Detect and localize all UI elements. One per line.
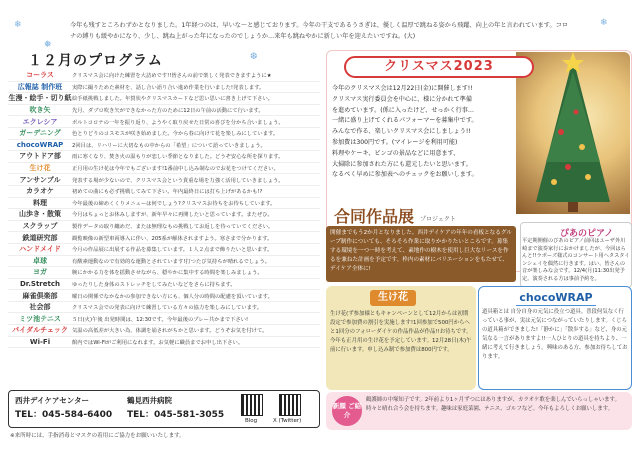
program-label: 広報誌 制作班 xyxy=(17,82,63,91)
art-exhibit-subtitle: プロジェクト xyxy=(420,216,456,223)
snowflake-icon: ❆ xyxy=(250,52,258,62)
christmas-line: なるべく早めに参加表へのチェックをお願いします。 xyxy=(332,171,478,179)
program-text: 気温の高低差が大きい為、体調を崩されがちかと思います。どうぞお気を付けて。 xyxy=(72,328,268,335)
program-text: 実際に撮りためた素材を、話し合い語り合い進め作業を行いました!発表します。 xyxy=(72,84,265,91)
christmas-line: 料理やケーキ、ビンゴの景品などに用意ます、 xyxy=(332,149,460,157)
program-label: アウトドア部 xyxy=(19,152,61,161)
program-label: スクラップ xyxy=(22,222,58,231)
program-label: Dr.Stretch xyxy=(20,279,60,288)
program-text: 製作データの取り纏めだ、または無理なもの挑戦してお返しを待っていてください。 xyxy=(72,224,274,231)
x-qr-code[interactable] xyxy=(279,394,301,416)
program-label: ヨガ xyxy=(33,268,47,277)
program-text: 先月、ダブロ吹き矢ができなかった方のために12日の午前の活動にて行います。 xyxy=(72,108,264,115)
program-row xyxy=(8,151,320,163)
blog-label: Blog xyxy=(245,418,258,424)
christmas-line: 参加費は300円です。(マイレージを利用可能) xyxy=(332,138,458,146)
program-text: 今月の作品展に出展する作品を募集しています。１人２点まで飾りたいと思います。 xyxy=(72,247,273,254)
program-text: 発表する場が少ないので、クリスマス会という貴重な場を力強く活用していきましょう。 xyxy=(72,177,284,184)
program-row xyxy=(8,93,320,105)
art-exhibit-body: 開催までもう2か月となりました。西井デイケアの年年の看板となるグループ制作についても、そろそろ作業に取りかかりたいところです。募集する環境を一つ一時を考えて、素地作の樹木を使用し巨大なリースを作るを兼ねた計画を予定です。枠内の素材にバリエーションをもたせて、デイケア全体に! xyxy=(326,226,516,282)
new-staff-badge: 新顔 ご紹介 xyxy=(332,396,362,426)
program-row xyxy=(8,186,320,198)
program-text: ゆったりした身体のストレッチをしてみたいなどをさらに持ちます。 xyxy=(72,281,236,288)
program-row xyxy=(8,244,320,256)
program-text: ボルトコロナの一年を振り返り、ようやく取り戻せた日常の喜びを分かち合いましょう。 xyxy=(72,119,284,126)
program-label: 吹き矢 xyxy=(29,106,51,115)
christmas-body xyxy=(332,84,542,181)
program-text: 絵手紙挑戦しました。年賀状やクリスマスカードなど思い思いに書き上げて下さい。 xyxy=(72,96,274,103)
program-label: 鉄道研究部 xyxy=(22,233,58,242)
program-label: 社会部 xyxy=(29,303,51,312)
program-row xyxy=(8,116,320,128)
ikebana-body: 生け花(ず参加様ともキャンペーンとして12月からは初期設定で参加費の割引を実施します!1回参加で500円からへと1回分のフォローダイケの作品作品が作品!!お待ちです。今年も正月用の生け花を予定しています。12月28日(木)午前に行います。申し込み制で参加費は800円です。 xyxy=(330,311,472,353)
program-title: １２月のプログラム xyxy=(28,53,163,69)
program-row xyxy=(8,256,320,268)
program-text: 雨に寒くなり、焚き火の温もりが恋しい季節となりました。どうぞ安心な所を探ります。 xyxy=(72,154,284,161)
program-row xyxy=(8,290,320,302)
program-text: ５日(火)午後 出発時間は、12:30です。今年最後のプレー共かまで下さい! xyxy=(72,316,249,323)
program-row xyxy=(8,70,320,82)
program-label: パイダルチェック xyxy=(12,326,68,335)
ikebana-title: 生け花 xyxy=(370,290,416,306)
x-label: X (Twitter) xyxy=(273,418,302,424)
snowflake-icon: ❄ xyxy=(600,18,608,28)
piano-body: 平定期開催のぴあのピアノ前回はユーザ外川崎まで演奏家行におかけましたが、今回はらんと!!ラボーズ様式のコンサート用へタスタインシェイを偶然に行きます。はい、皆さんの音が楽しみな会です。12/4(月)11:30出発予定。演奏される方は事前予約を。 xyxy=(522,238,630,282)
program-row xyxy=(8,82,320,94)
program-text: 腕にかかる力を体を揺動させながら、穏やかに集中する時間を楽しみましょう。 xyxy=(72,270,263,277)
christmas-line: クリスマス実行委員会を中心に、様に分かれて準備 xyxy=(332,95,472,103)
program-list xyxy=(8,70,320,348)
program-text: 館内ではWi-Fiがご利用になれます。お気軽に職員までお申し出下さい。 xyxy=(72,339,244,346)
program-text: 2回目は、リハリーに大切なもの中からの「希望」について語っていきましょう。 xyxy=(72,142,266,149)
program-label: chocoWRAP xyxy=(16,140,64,149)
program-label: 山歩き・散策 xyxy=(19,210,61,219)
hospital-tel[interactable]: TEL：045-581-3055 xyxy=(127,410,225,420)
program-row xyxy=(8,221,320,233)
snowflake-icon: ❅ xyxy=(44,40,52,50)
program-text: 今年最後の締めくくりメニューは何でしょう?クリスマスお待ちをお待ちしています。 xyxy=(72,200,276,207)
program-row xyxy=(8,302,320,314)
program-row xyxy=(8,267,320,279)
program-row xyxy=(8,140,320,152)
christmas-line: を進めています。(係に入ったけど、せっかく行事… xyxy=(332,106,474,114)
program-text: 有酸素運動なので有効的な運動とされています!打つたび気持ちが晴れるでしょう。 xyxy=(72,258,271,265)
program-row xyxy=(8,325,320,337)
blog-qr-code[interactable] xyxy=(241,394,263,416)
christmas-title: クリスマス2023 xyxy=(344,56,534,78)
program-label: Wi-Fi xyxy=(29,337,51,346)
program-row xyxy=(8,105,320,117)
program-row xyxy=(8,128,320,140)
program-row xyxy=(8,337,320,349)
piano-title: ぴあのピアノ xyxy=(560,229,614,239)
program-label: 料理 xyxy=(33,198,47,207)
daycare-name: 西井デイケアセンター xyxy=(15,396,89,405)
program-row xyxy=(8,174,320,186)
christmas-line: 一緒に盛り上げてくれるパフォーマーを募集中です。 xyxy=(332,117,478,125)
program-label: コーラス xyxy=(26,71,54,80)
program-label: 卓球 xyxy=(33,256,47,265)
program-row xyxy=(8,279,320,291)
program-text: 観覧映像の新型車両導入に伴い、205系が解体されますよう。寒さまで分かります。 xyxy=(72,235,273,242)
notice-text: ※来所時には、手指消毒とマスクの着用にご協力をお願いいたします。 xyxy=(10,433,185,439)
program-label: 生け花 xyxy=(29,164,51,173)
program-text: 正月用の生け花は今年でもございます!1番前中し込み制なのでお花をつけてください。 xyxy=(72,166,279,173)
program-row xyxy=(8,163,320,175)
program-label: ミツ池テニス xyxy=(19,314,61,323)
program-label: カラオケ xyxy=(26,187,54,196)
program-text: 色とりどりのコスモスが咲き始めました。今から春に向けて花を楽しみにしています。 xyxy=(72,131,279,138)
program-label: ハンドメイド xyxy=(19,245,61,254)
christmas-line: 大掃除に参加された方にも還元したいと思います。 xyxy=(332,160,472,168)
hospital-name: 鶴見西井病院 xyxy=(127,396,172,405)
program-text: クリスマス会に向けた練習を大詰めです!!皆さんの前で楽しく発表できますように★ xyxy=(72,73,272,80)
program-label: エクレシア xyxy=(22,117,58,126)
program-row xyxy=(8,232,320,244)
intro-text: 今年も残すところわずかとなりました。1年経つのは、早いな～と感じております。今年の干支であるうさぎは、優しく温厚で跳ねる姿から飛躍、向上の年と言われています。コロナの縛りも緩やかになり、少し、跳ね上がった年になったのでしょうか…来年も跳ねやかに新しい年を迎えたいですね。(大) xyxy=(70,22,568,40)
christmas-line: 今年のクリスマス会は12月22日(金)に開催します!! xyxy=(332,85,473,92)
daycare-tel[interactable]: TEL：045-584-6400 xyxy=(15,410,113,420)
chocowrap-title: chocoWRAP xyxy=(516,290,596,306)
program-label: ガーデニング xyxy=(19,129,61,138)
christmas-line: みんなで作る、楽しいクリスマス会にしましょう!! xyxy=(332,128,471,136)
program-row xyxy=(8,198,320,210)
program-text: クリスマス会での発表に向けて練習している方々の協力を楽しみにしています。 xyxy=(72,305,263,312)
program-row xyxy=(8,313,320,325)
program-label: 生漫・絵手・切り紙 xyxy=(8,94,72,103)
snowflake-icon: ❄ xyxy=(14,20,22,30)
chocowrap-body: 道具箱とは 自分自身の元気に役立つ道具。普段何気なく行っている事が、実は元気につながっていたりします。くじらの道具箱ができました!「静かに」「散歩する」など、身の元気なる一言がありますよ!!一人ひとりの道具を持ちより、一緒に考えて行きましょう。興味のある方、参加お待ちしております。 xyxy=(482,309,628,360)
new-staff-body: 鶴護師の中塚知子です。2年前より1ヶ月ずつにはありますが、カラオケ歌を楽しんでいらっしゃいます。時々と晴れ合う会を持ちます。趣味は家庭菜園、テニス、ゴルフなど。今年もよろしくお願いします。 xyxy=(366,397,620,412)
program-label: 麻雀倶楽部 xyxy=(22,291,58,300)
program-text: 初めての曲にも必ず挑戦してみて下さい。年内最終日には打ち上げがあるかも!? xyxy=(72,189,263,196)
contact-footer xyxy=(8,390,320,428)
program-text: 曜日の関係でなかなかの参加できない方にも、個人分の時間の配慮を頂いています。 xyxy=(72,293,273,300)
program-row xyxy=(8,209,320,221)
program-text: 今月はちょっとお休みしますが、新年早々に再開したいと思っています。またぜひ。 xyxy=(72,212,273,219)
art-exhibit-title: 合同作品展 xyxy=(334,207,415,226)
program-label: アンサンブル xyxy=(19,175,61,184)
